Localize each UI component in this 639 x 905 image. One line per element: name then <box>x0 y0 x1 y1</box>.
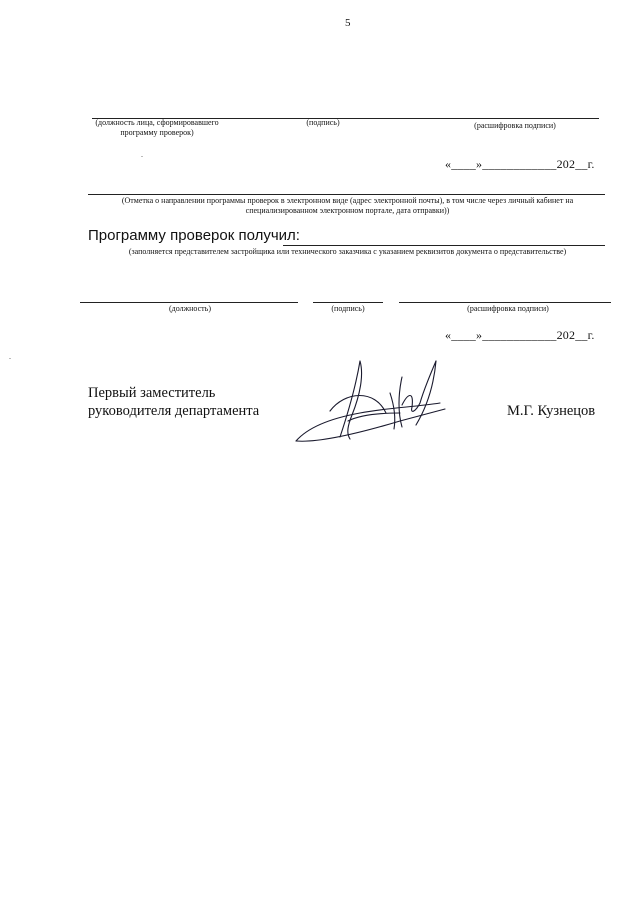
date-line-2: «____»____________202__г. <box>445 328 595 342</box>
scan-speck <box>9 358 11 359</box>
received-line <box>283 245 605 246</box>
name-line-2 <box>399 302 611 303</box>
signer-title <box>88 384 259 420</box>
handwritten-signature <box>290 355 460 450</box>
signer-title-line2: руководителя департамента <box>88 403 260 419</box>
caption-name-1: (расшифровка подписи) <box>474 121 556 130</box>
date-line-1: «____»____________202__г. <box>445 157 595 171</box>
caption-position-1: (должность лица, сформировавшего программу проверок) <box>95 118 219 137</box>
signer-title-line1: Первый заместитель <box>88 385 216 401</box>
scan-speck <box>141 156 143 157</box>
note-line <box>88 194 605 195</box>
caption-fill-instruction: (заполняется представителем застройщика или технического заказчика с указанием реквизитов документа о представительстве) <box>128 247 567 256</box>
caption-signature-1: (подпись) <box>306 118 340 127</box>
page-number: 5 <box>345 17 351 29</box>
position-line-2 <box>80 302 298 303</box>
caption-name-2: (расшифровка подписи) <box>467 304 549 313</box>
received-heading: Программу проверок получил: <box>88 227 300 244</box>
caption-position-2: (должность) <box>169 304 211 313</box>
signature-line-2 <box>313 302 383 303</box>
caption-signature-2: (подпись) <box>331 304 365 313</box>
caption-electronic-note: (Отметка о направлении программы проверок в электронном виде (адрес электронной почты), в том числе через личный кабинет на специализированном электронном портале, дата отправки)) <box>121 196 574 215</box>
signer-name: М.Г. Кузнецов <box>507 403 596 419</box>
